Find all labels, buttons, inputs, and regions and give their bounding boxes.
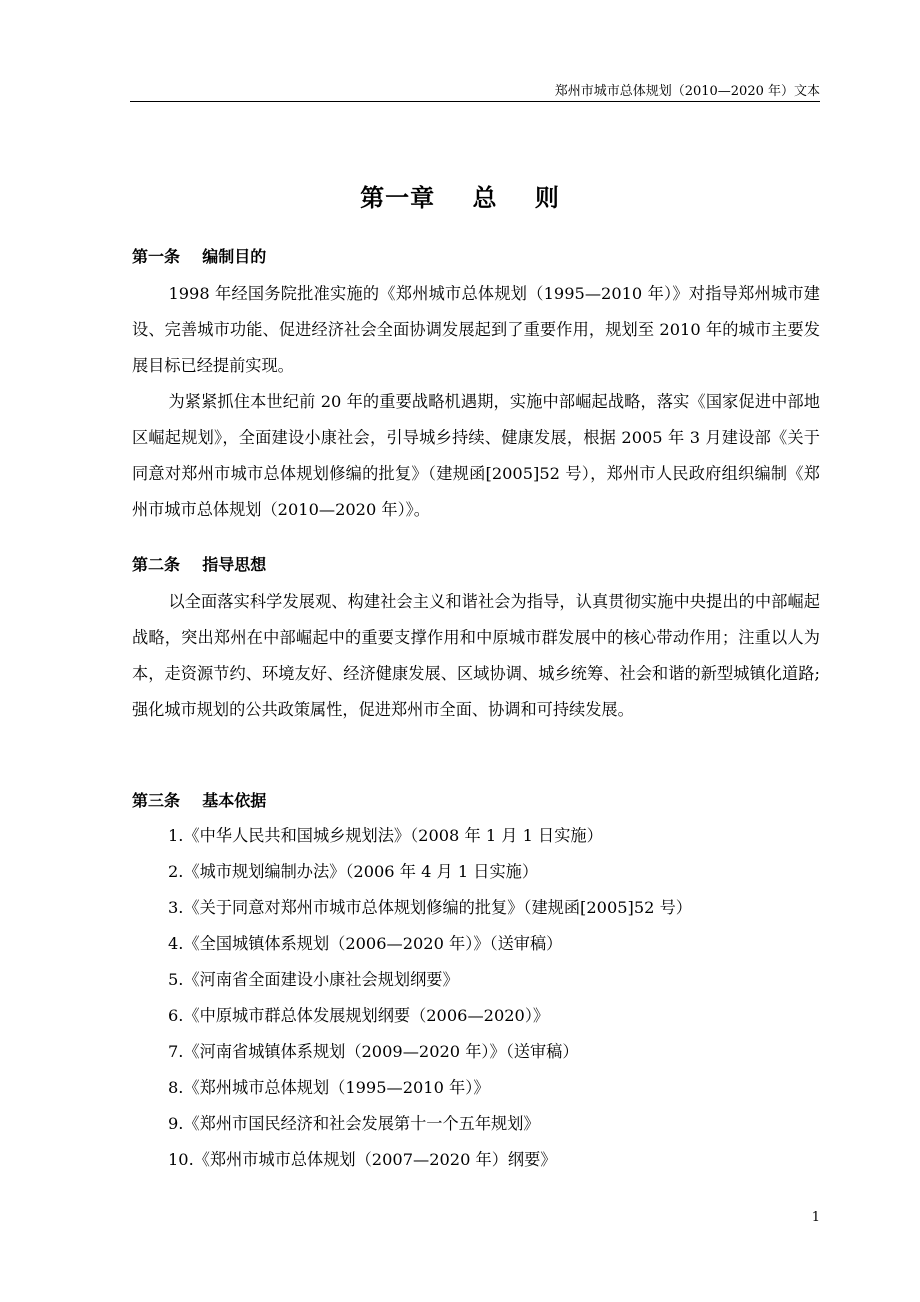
list-item: 2.《城市规划编制办法》（2006 年 4 月 1 日实施） (168, 862, 539, 881)
article-1-heading: 第一条 编制目的 (132, 247, 267, 266)
chapter-title: 第一章 总 则 (360, 184, 560, 212)
list-item: 1.《中华人民共和国城乡规划法》（2008 年 1 月 1 日实施） (168, 826, 603, 845)
article-3-heading: 第三条 基本依据 (132, 791, 267, 810)
basis-list (168, 818, 692, 1178)
article-1-paragraph-2: 为紧紧抓住本世纪前 20 年的重要战略机遇期，实施中部崛起战略，落实《国家促进中部地区崛起规划》，全面建设小康社会，引导城乡持续、健康发展，根据 2005 年 3 月建设部《关于同意对郑州市城市总体规划修编的批复》（建规函[2005]52 号），郑州市人民政府组织编制《郑州市城市总体规划（2010—2020 年）》。 (132, 392, 820, 519)
article-1-paragraph-1: 1998 年经国务院批准实施的《郑州城市总体规划（1995—2010 年）》对指导郑州城市建设、完善城市功能、促进经济社会全面协调发展起到了重要作用，规划至 2010 年的城市主要发展目标已经提前实现。 (132, 284, 820, 375)
list-item: 9.《郑州市国民经济和社会发展第十一个五年规划》 (168, 1114, 540, 1133)
header-rule (130, 101, 820, 102)
page-number: 1 (811, 1210, 820, 1225)
list-item: 8.《郑州城市总体规划（1995—2010 年）》 (168, 1078, 490, 1097)
list-item: 6.《中原城市群总体发展规划纲要（2006—2020）》 (168, 1006, 550, 1025)
running-header: 郑州市城市总体规划（2010—2020 年）文本 (554, 84, 820, 99)
list-item: 4.《全国城镇体系规划（2006—2020 年）》（送审稿） (168, 934, 563, 953)
list-item: 10.《郑州市城市总体规划（2007—2020 年）纲要》 (168, 1150, 557, 1169)
article-2-heading: 第二条 指导思想 (132, 555, 267, 574)
list-item: 7.《河南省城镇体系规划（2009—2020 年）》（送审稿） (168, 1042, 579, 1061)
list-item: 3.《关于同意对郑州市城市总体规划修编的批复》（建规函[2005]52 号） (168, 898, 692, 917)
article-2-paragraph-1: 以全面落实科学发展观、构建社会主义和谐社会为指导，认真贯彻实施中央提出的中部崛起战略，突出郑州在中部崛起中的重要支撑作用和中原城市群发展中的核心带动作用；注重以人为本，走资源节约、环境友好、经济健康发展、区域协调、城乡统筹、社会和谐的新型城镇化道路; 强化城市规划的公共政策属性，促进郑州市全面、协调和可持续发展。 (132, 592, 820, 719)
list-item: 5.《河南省全面建设小康社会规划纲要》 (168, 970, 459, 989)
